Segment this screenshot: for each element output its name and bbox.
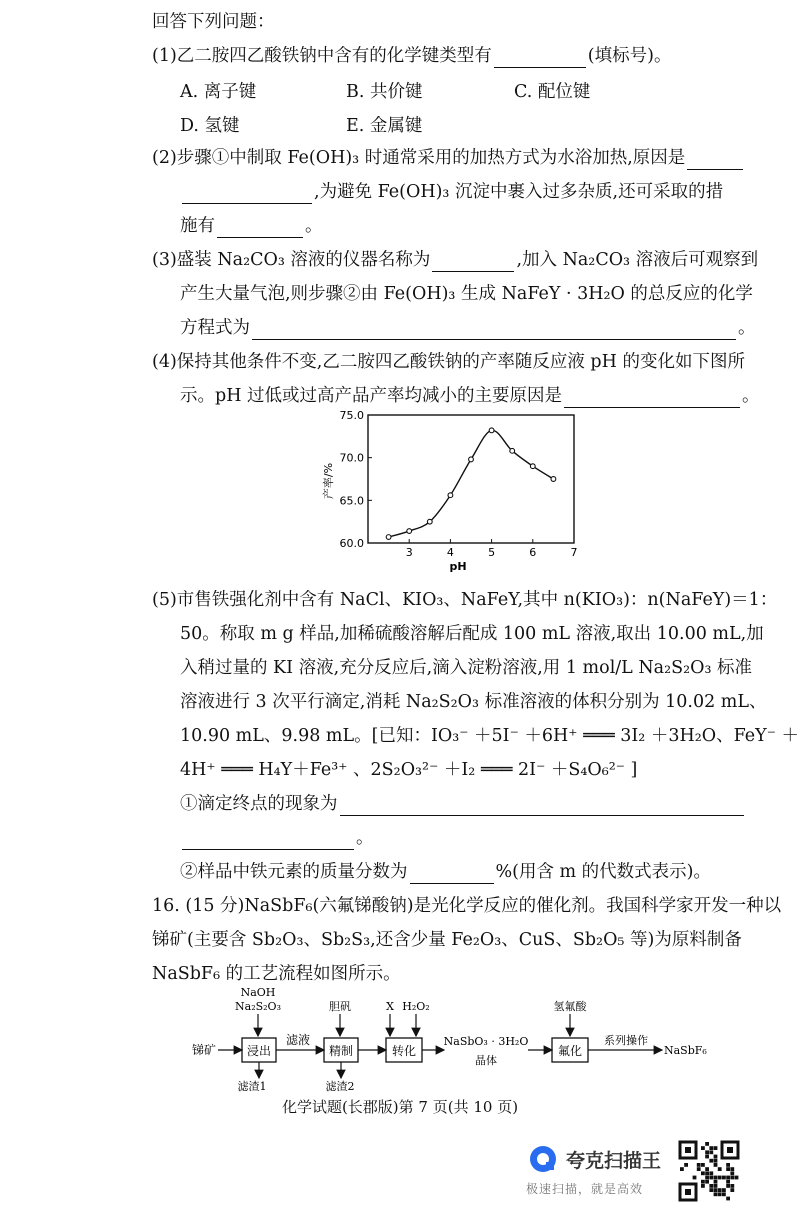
reagent-na2s2o3: Na₂S₂O₃	[235, 1000, 281, 1013]
crystal-formula: NaSbO₃ · 3H₂O	[443, 1035, 529, 1048]
y-tick-label: 60.0	[339, 537, 364, 550]
qr-module	[718, 1176, 722, 1180]
qr-module	[709, 1171, 713, 1175]
qr-module	[705, 1142, 709, 1146]
q5-sub1-text: ①滴定终点的现象为	[180, 794, 338, 814]
q2-line-1	[152, 146, 745, 170]
qr-module	[726, 1180, 730, 1184]
qr-module	[714, 1146, 718, 1150]
process-flow-diagram	[190, 982, 710, 1092]
data-point	[551, 477, 556, 482]
q2-text-2: ,为避免 Fe(OH)₃ 沉淀中裹入过多杂质,还可采取的措	[314, 182, 724, 202]
scanner-logo-icon	[528, 1144, 558, 1174]
q1-option-b: B. 共价键	[346, 82, 423, 102]
qr-module	[726, 1184, 730, 1188]
qr-module	[705, 1171, 709, 1175]
reagent-h2o2: H₂O₂	[402, 1000, 430, 1013]
intro-text: 回答下列问题：	[152, 12, 275, 32]
q5-sub1-blank-cont[interactable]	[182, 831, 354, 850]
q4-period: 。	[742, 386, 760, 406]
qr-module	[705, 1180, 709, 1184]
qr-code-icon	[678, 1140, 740, 1202]
q1-suffix: (填标号)。	[587, 46, 672, 66]
qr-module	[718, 1167, 722, 1171]
page-footer: 化学试题(长郡版)第 7 页(共 10 页)	[281, 1098, 519, 1116]
data-point	[386, 535, 391, 540]
qr-module	[726, 1176, 730, 1180]
qr-module	[726, 1163, 730, 1167]
qr-module	[722, 1192, 726, 1196]
y-tick-label: 75.0	[339, 409, 364, 422]
data-point	[469, 457, 474, 462]
qr-module	[705, 1167, 709, 1171]
qr-module	[714, 1180, 718, 1184]
data-point	[510, 448, 515, 453]
q16-line-2: 锑矿(主要含 Sb₂O₃、Sb₂S₃,还含少量 Fe₂O₃、CuS、Sb₂O₅ 等)为原料制备	[152, 930, 742, 950]
q5-sub2-line	[180, 860, 711, 884]
qr-module	[730, 1188, 734, 1192]
step-leaching-label: 浸出	[246, 1044, 272, 1058]
q5-line-4: 溶液进行 3 次平行滴定,消耗 Na₂S₂O₃ 标准溶液的体积分别为 10.02 mL、	[180, 692, 767, 712]
qr-module	[709, 1159, 713, 1163]
q1-option-e: E. 金属键	[346, 116, 423, 136]
x-tick-label: 4	[446, 546, 454, 559]
chart-x-axis-label: pH	[449, 560, 467, 573]
q1-stem: (1)乙二胺四乙酸铁钠中含有的化学键类型有	[152, 46, 492, 66]
qr-module	[680, 1167, 684, 1171]
crystal-label: 晶体	[475, 1054, 497, 1067]
q3-blank-2[interactable]	[252, 321, 736, 340]
qr-module	[709, 1150, 713, 1154]
product-label: NaSbF₆	[664, 1044, 707, 1057]
raw-material-label: 锑矿	[192, 1043, 217, 1057]
qr-module	[709, 1176, 713, 1180]
q1-line	[152, 44, 671, 68]
q2-blank-1-cont[interactable]	[182, 185, 312, 204]
q3-text-3: 方程式为	[180, 318, 250, 338]
yield-series-line	[389, 430, 554, 537]
filtrate-label: 滤液	[285, 1033, 311, 1047]
reagent-x: X	[386, 1000, 394, 1013]
q4-text-2: 示。pH 过低或过高产品产率均减小的主要原因是	[180, 386, 563, 406]
scanner-brand: 夸克扫描王	[566, 1150, 662, 1172]
qr-module	[714, 1184, 718, 1188]
reagent-hf: 氢氟酸	[553, 1000, 587, 1013]
qr-module	[709, 1188, 713, 1192]
residue1-label: 滤渣1	[237, 1080, 267, 1092]
q2-text-3: 施有	[180, 216, 215, 236]
q3-text-1a: (3)盛装 Na₂CO₃ 溶液的仪器名称为	[152, 250, 431, 270]
q1-answer-blank[interactable]	[494, 49, 586, 68]
y-tick-label: 70.0	[339, 451, 364, 465]
x-tick-label: 5	[488, 546, 496, 559]
q2-line-2	[180, 180, 723, 204]
q2-text-1: (2)步骤①中制取 Fe(OH)₃ 时通常采用的加热方式为水浴加热,原因是	[152, 148, 686, 168]
reagent-naoh: NaOH	[240, 986, 276, 999]
qr-module	[701, 1180, 705, 1184]
q16-line-3: NaSbF₆ 的工艺流程如图所示。	[152, 964, 401, 984]
qr-module	[722, 1188, 726, 1192]
qr-module	[735, 1176, 739, 1180]
series-ops-label: 系列操作	[604, 1034, 648, 1047]
q5-line-6: 4H⁺ ═══ H₄Y＋Fe³⁺ 、2S₂O₃²⁻ ＋I₂ ═══ 2I⁻ ＋S₄O₆²⁻ ]	[180, 760, 638, 780]
q3-period: 。	[738, 318, 756, 338]
step-refine-label: 精制	[328, 1044, 354, 1058]
x-tick-label: 6	[529, 546, 537, 559]
qr-module	[701, 1171, 705, 1175]
qr-module	[730, 1167, 734, 1171]
chart-y-axis-label: 产率/%	[322, 462, 335, 500]
q5-sub2-suffix: %(用含 m 的代数式表示)。	[495, 862, 712, 882]
qr-module	[697, 1167, 701, 1171]
data-point	[448, 493, 453, 498]
q5-line-2: 50。称取 m g 样品,加稀硫酸溶解后配成 100 mL 溶液,取出 10.00 mL,加	[180, 624, 764, 644]
q1-option-c: C. 配位键	[514, 82, 591, 102]
reagent-alum: 胆矾	[329, 1000, 351, 1013]
q1-option-a: A. 离子键	[180, 82, 257, 102]
qr-module	[705, 1150, 709, 1154]
qr-module	[705, 1176, 709, 1180]
q5-sub2-blank[interactable]	[410, 865, 494, 884]
qr-module	[697, 1163, 701, 1167]
q2-blank-2[interactable]	[217, 219, 303, 238]
x-tick-label: 7	[570, 546, 578, 559]
q2-line-3	[180, 214, 323, 238]
qr-module	[726, 1167, 730, 1171]
q5-sub1-blank[interactable]	[340, 797, 744, 816]
qr-module	[701, 1146, 705, 1150]
data-point	[407, 529, 412, 534]
qr-module	[714, 1188, 718, 1192]
qr-module	[693, 1176, 697, 1180]
q16-line-1: 16. (15 分)NaSbF₆(六氟锑酸钠)是光化学反应的催化剂。我国科学家开发一种以	[152, 896, 782, 916]
q5-sub1-line-2	[180, 826, 374, 850]
data-point	[489, 428, 494, 433]
qr-module	[714, 1176, 718, 1180]
residue2-label: 滤渣2	[325, 1080, 355, 1092]
q5-sub1-period: 。	[356, 828, 374, 848]
scanner-watermark	[526, 1142, 676, 1202]
q2-blank-1[interactable]	[687, 151, 743, 170]
q2-period: 。	[305, 216, 323, 236]
q5-sub1-line	[180, 792, 746, 816]
q3-blank-1[interactable]	[432, 253, 514, 272]
q3-line-1	[152, 248, 758, 272]
data-point	[530, 464, 535, 469]
qr-module	[730, 1171, 734, 1175]
qr-module	[714, 1159, 718, 1163]
qr-module	[709, 1184, 713, 1188]
qr-module	[726, 1197, 730, 1201]
q5-line-1: (5)市售铁强化剂中含有 NaCl、KIO₃、NaFeY,其中 n(KIO₃)：n(NaFeY)＝1：	[152, 590, 778, 610]
chart-frame	[368, 415, 574, 543]
data-point	[427, 519, 432, 524]
qr-module	[730, 1176, 734, 1180]
q5-sub2-text: ②样品中铁元素的质量分数为	[180, 862, 408, 882]
yield-vs-ph-chart	[318, 405, 598, 573]
q1-option-d: D. 氢键	[180, 116, 240, 136]
q5-line-5: 10.90 mL、9.98 mL。[已知：IO₃⁻ ＋5I⁻ ＋6H⁺ ═══ 3I₂ ＋3H₂O、FeY⁻ ＋	[180, 726, 800, 746]
qr-module	[714, 1163, 718, 1167]
qr-module	[714, 1155, 718, 1159]
qr-module	[730, 1184, 734, 1188]
q3-text-1b: ,加入 Na₂CO₃ 溶液后可观察到	[516, 250, 759, 270]
q4-line-1: (4)保持其他条件不变,乙二胺四乙酸铁钠的产率随反应液 pH 的变化如下图所	[152, 352, 745, 372]
qr-module	[718, 1188, 722, 1192]
step-fluorinate-label: 氟化	[557, 1044, 583, 1058]
qr-module	[705, 1155, 709, 1159]
qr-module	[701, 1163, 705, 1167]
q3-line-2: 产生大量气泡,则步骤②由 Fe(OH)₃ 生成 NaFeY · 3H₂O 的总反应的化学	[180, 284, 753, 304]
x-tick-label: 3	[405, 546, 413, 559]
q5-line-3: 入稍过量的 KI 溶液,充分反应后,滴入淀粉溶液,用 1 mol/L Na₂S₂O₃ 标准	[180, 658, 753, 678]
y-tick-label: 65.0	[339, 494, 364, 508]
step-convert-label: 转化	[391, 1044, 417, 1058]
qr-module	[718, 1192, 722, 1196]
q3-line-3	[180, 316, 756, 340]
qr-module	[722, 1176, 726, 1180]
qr-module	[709, 1146, 713, 1150]
qr-module	[684, 1163, 688, 1167]
qr-module	[714, 1192, 718, 1196]
qr-module	[701, 1184, 705, 1188]
scanner-slogan: 极速扫描，就是高效	[526, 1182, 644, 1196]
